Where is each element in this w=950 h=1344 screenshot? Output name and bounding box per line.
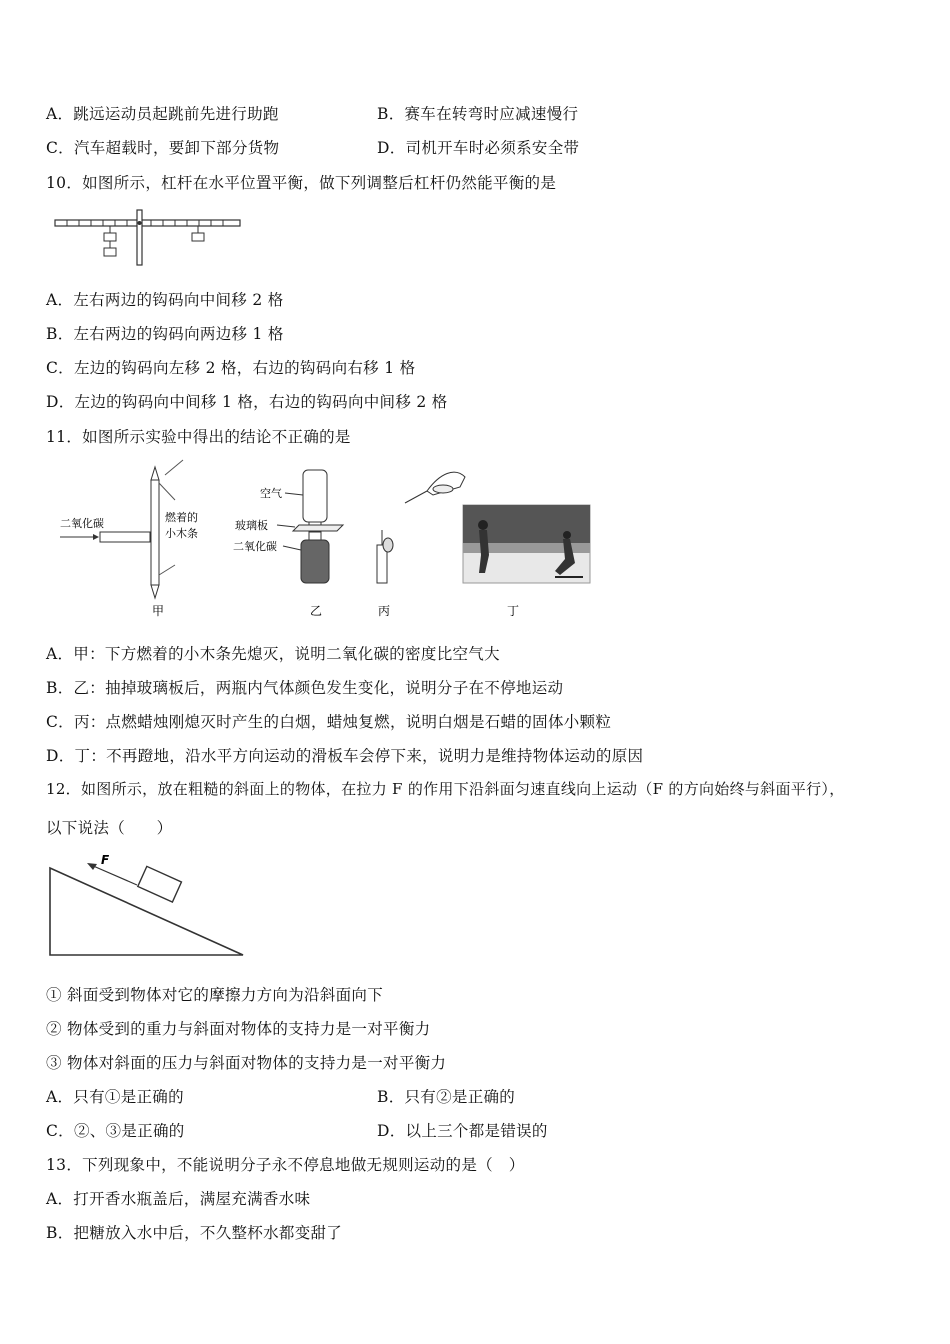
q13-option-a: A．打开香水瓶盖后，满屋充满香水味	[46, 1190, 311, 1208]
q11-option-b: B．乙：抽掉玻璃板后，两瓶内气体颜色发生变化，说明分子在不停地运动	[46, 679, 564, 697]
q9-option-c: C．汽车超载时，要卸下部分货物	[46, 139, 280, 157]
caption-jia: 甲	[152, 604, 165, 618]
q12-statement-1: ① 斜面受到物体对它的摩擦力方向为沿斜面向下	[46, 986, 384, 1004]
q12-option-c: C．②、③是正确的	[46, 1122, 185, 1140]
glass-label: 玻璃板	[235, 519, 268, 532]
lever-figure	[50, 205, 250, 270]
q10-stem: 10．如图所示，杠杆在水平位置平衡，做下列调整后杠杆仍然能平衡的是	[46, 174, 557, 192]
q12-option-b: B．只有②是正确的	[377, 1088, 516, 1106]
q11-stem: 11．如图所示实验中得出的结论不正确的是	[46, 428, 351, 446]
q11-option-c: C．丙：点燃蜡烛刚熄灭时产生的白烟，蜡烛复燃，说明白烟是石蜡的固体小颗粒	[46, 713, 612, 731]
caption-yi: 乙	[310, 604, 323, 618]
q9-option-a: A．跳远运动员起跳前先进行助跑	[46, 105, 279, 123]
q10-option-a: A．左右两边的钩码向中间移 2 格	[46, 291, 284, 309]
air-label: 空气	[260, 487, 282, 500]
co2-label-2: 二氧化碳	[233, 540, 277, 553]
q9-option-b: B．赛车在转弯时应减速慢行	[377, 105, 579, 123]
q12-stem-line2: 以下说法（ ）	[46, 819, 173, 837]
q13-stem: 13．下列现象中，不能说明分子永不停息地做无规则运动的是（ ）	[46, 1156, 525, 1174]
q12-statement-2: ② 物体受到的重力与斜面对物体的支持力是一对平衡力	[46, 1020, 431, 1038]
q12-option-a: A．只有①是正确的	[46, 1088, 184, 1106]
q10-option-d: D．左边的钩码向中间移 1 格，右边的钩码向中间移 2 格	[46, 393, 448, 411]
force-label: F	[101, 853, 110, 867]
co2-label: 二氧化碳	[60, 517, 104, 530]
q12-statement-3: ③ 物体对斜面的压力与斜面对物体的支持力是一对平衡力	[46, 1054, 447, 1072]
stick-label-1: 燃着的	[165, 511, 198, 524]
stick-label-2: 小木条	[165, 527, 198, 540]
incline-figure	[45, 850, 250, 960]
q11-option-a: A．甲：下方燃着的小木条先熄灭，说明二氧化碳的密度比空气大	[46, 645, 500, 663]
caption-ding: 丁	[507, 604, 520, 618]
q11-option-d: D．丁：不再蹬地，沿水平方向运动的滑板车会停下来，说明力是维持物体运动的原因	[46, 747, 644, 765]
experiment-figure	[55, 455, 600, 625]
q10-option-c: C．左边的钩码向左移 2 格，右边的钩码向右移 1 格	[46, 359, 416, 377]
caption-bing: 丙	[378, 604, 391, 618]
q9-option-d: D．司机开车时必须系安全带	[377, 139, 580, 157]
q13-option-b: B．把糖放入水中后，不久整杯水都变甜了	[46, 1224, 343, 1242]
q12-option-d: D．以上三个都是错误的	[377, 1122, 548, 1140]
q12-stem-line1: 12．如图所示，放在粗糙的斜面上的物体，在拉力 F 的作用下沿斜面匀速直线向上运动（F 的方向始终与斜面平行），	[46, 780, 845, 798]
q10-option-b: B．左右两边的钩码向两边移 1 格	[46, 325, 284, 343]
